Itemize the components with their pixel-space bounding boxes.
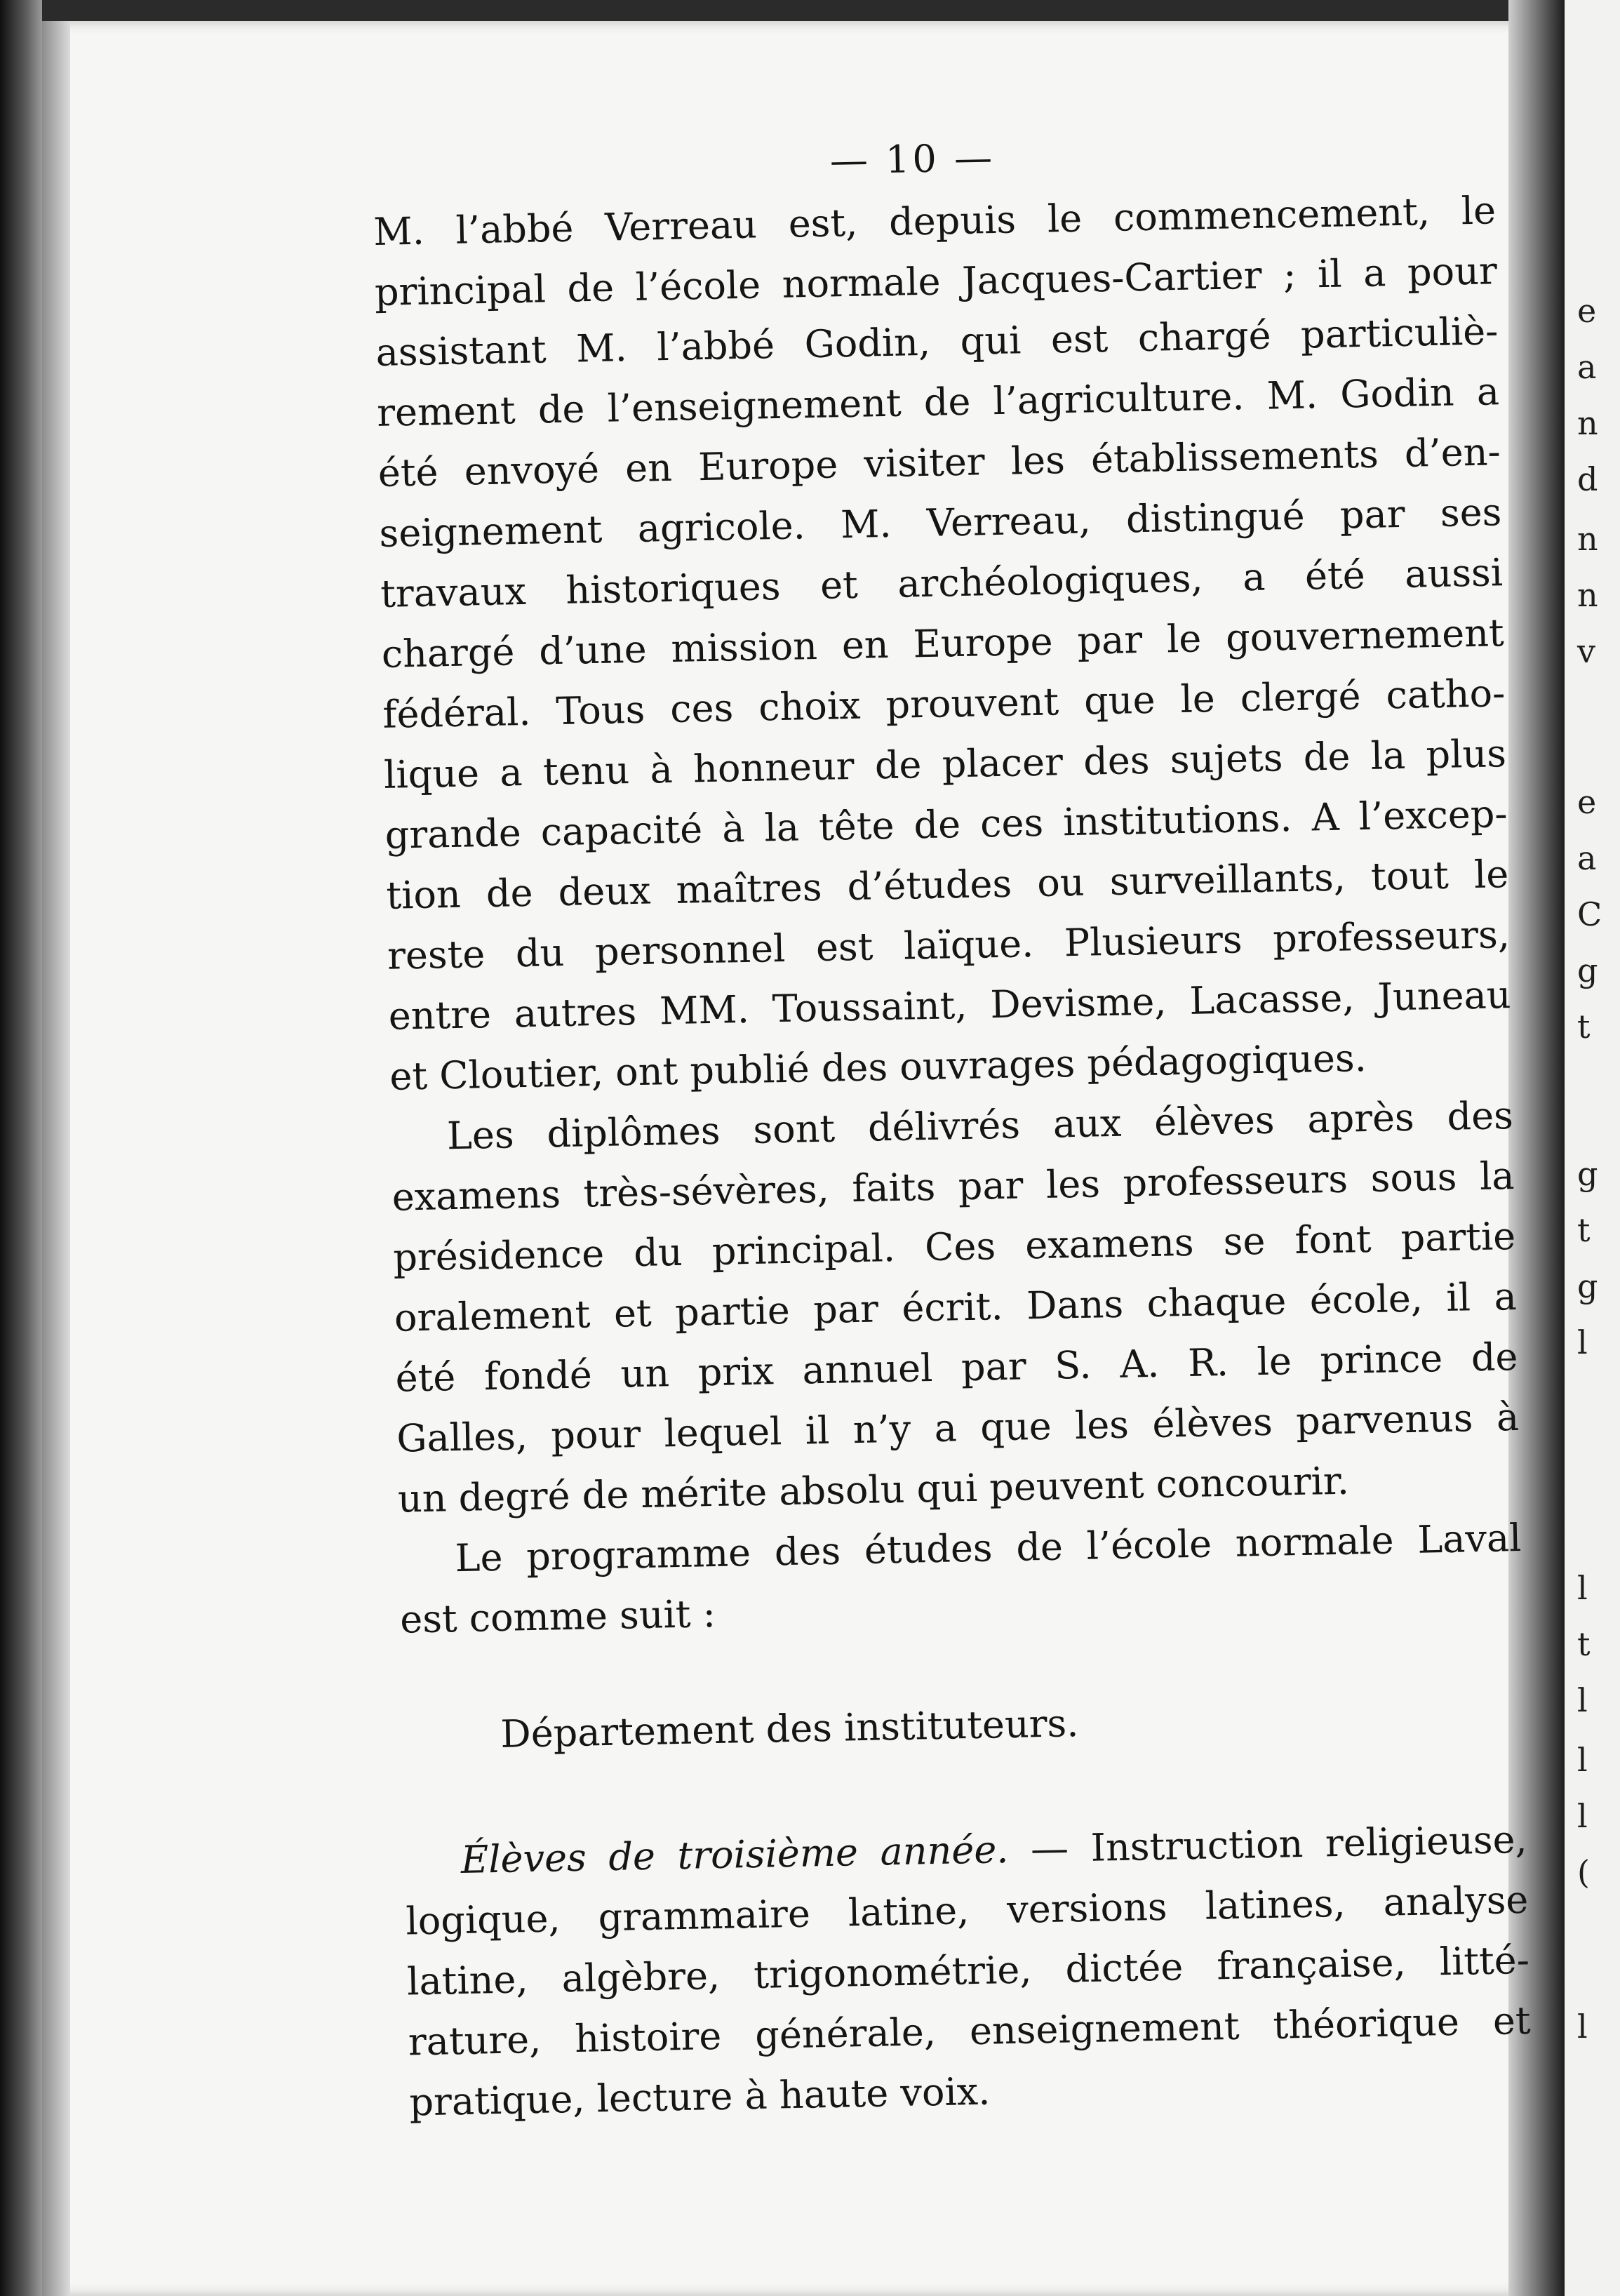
- adjacent-letter: g: [1577, 1267, 1598, 1305]
- text-line: est comme suit :: [399, 1591, 716, 1642]
- section-heading: Département des instituteurs.: [500, 1701, 1079, 1756]
- adjacent-letter: l: [1577, 1323, 1588, 1361]
- adjacent-letter: l: [1577, 1797, 1588, 1835]
- italic-lead: Élèves de troisième année.: [460, 1827, 1009, 1883]
- adjacent-letter: l: [1577, 1681, 1588, 1719]
- text-line: lique a tenu à honneur de placer des sujets de la plus: [383, 731, 1507, 797]
- adjacent-letter: l: [1577, 1569, 1588, 1607]
- adjacent-letter: n: [1577, 576, 1598, 614]
- adjacent-letter: n: [1577, 404, 1598, 442]
- adjacent-letter: n: [1577, 520, 1598, 558]
- adjacent-letter: a: [1577, 839, 1597, 877]
- text-line: chargé d’une mission en Europe par le gouvernement: [381, 610, 1505, 676]
- adjacent-letter: C: [1577, 895, 1602, 933]
- text-line: logique, grammaire latine, versions latines, analyse: [405, 1877, 1529, 1944]
- text-line: assistant M. l’abbé Godin, qui est chargé particuliè-: [375, 309, 1499, 375]
- text-line: Les diplômes sont délivrés aux élèves après des: [446, 1093, 1514, 1159]
- text-line: travaux historiques et archéologiques, a été aussi: [380, 550, 1504, 616]
- book-spine-shadow: [0, 0, 42, 2296]
- text-line: un degré de mérite absolu qui peuvent concourir.: [397, 1458, 1350, 1521]
- text-line: rement de l’enseignement de l’agriculture. M. Godin a: [376, 369, 1500, 435]
- adjacent-letter: t: [1577, 1008, 1591, 1046]
- paragraph-programme: [399, 1508, 1523, 1650]
- text-line: entre autres MM. Toussaint, Devisme, Lacasse, Juneau: [388, 973, 1512, 1039]
- adjacent-letter: l: [1577, 2008, 1588, 2045]
- adjacent-letter: v: [1577, 632, 1595, 670]
- text-line: Le programme des études de l’école normale Laval: [455, 1515, 1522, 1581]
- adjacent-page-fragment: [1565, 0, 1620, 2296]
- text-line: oralement et partie par écrit. Dans chaque école, il a: [394, 1274, 1518, 1340]
- adjacent-letter: g: [1577, 952, 1598, 989]
- paragraph-diplomas: [390, 1086, 1520, 1530]
- text-line: et Cloutier, ont publié des ouvrages pédagogiques.: [389, 1036, 1367, 1099]
- text-run: — Instruction religieuse,: [1008, 1817, 1528, 1872]
- adjacent-letter: t: [1577, 1211, 1591, 1249]
- text-line: présidence du principal. Ces examens se font partie: [392, 1213, 1516, 1280]
- text-line: M. l’abbé Verreau est, depuis le commencement, le: [373, 188, 1497, 254]
- adjacent-letter: d: [1577, 460, 1598, 498]
- text-line: tion de deux maîtres d’études ou surveillants, tout le: [385, 852, 1509, 918]
- page-number: — 10 —: [829, 135, 996, 183]
- text-line: rature, histoire générale, enseignement théorique et: [408, 1998, 1532, 2064]
- paragraph-third-year: [404, 1810, 1532, 2133]
- adjacent-letter: e: [1577, 783, 1597, 821]
- text-line: principal de l’école normale Jacques-Cartier ; il a pour: [374, 248, 1498, 314]
- adjacent-letter: (: [1577, 1853, 1590, 1891]
- adjacent-letter: t: [1577, 1625, 1591, 1663]
- text-line: reste du personnel est laïque. Plusieurs professeurs,: [387, 912, 1511, 978]
- text-line: grande capacité à la tête de ces institutions. A l’excep-: [384, 792, 1508, 857]
- text-line: fédéral. Tous ces choix prouvent que le clergé catho-: [382, 671, 1506, 737]
- text-line: latine, algèbre, trigonométrie, dictée française, litté-: [406, 1937, 1530, 2004]
- adjacent-letter: e: [1577, 292, 1597, 330]
- text-line: examens très-sévères, faits par les professeurs sous la: [391, 1154, 1515, 1220]
- adjacent-letter: l: [1577, 1741, 1588, 1779]
- page-edge-stack: [42, 21, 70, 2296]
- adjacent-letter: g: [1577, 1155, 1598, 1193]
- text-line: été fondé un prix annuel par S. A. R. le prince de: [395, 1334, 1518, 1401]
- text-line: seignement agricole. M. Verreau, distingué par ses: [378, 490, 1502, 556]
- paragraph-staff: [373, 180, 1512, 1107]
- page-text: [372, 126, 1532, 2133]
- text-line: été envoyé en Europe visiter les établissements d’en-: [377, 429, 1501, 495]
- text-line: Galles, pour lequel il n’y a que les élèves parvenus à: [396, 1394, 1520, 1461]
- text-line: pratique, lecture à haute voix.: [408, 2069, 991, 2125]
- adjacent-letter: a: [1577, 348, 1597, 386]
